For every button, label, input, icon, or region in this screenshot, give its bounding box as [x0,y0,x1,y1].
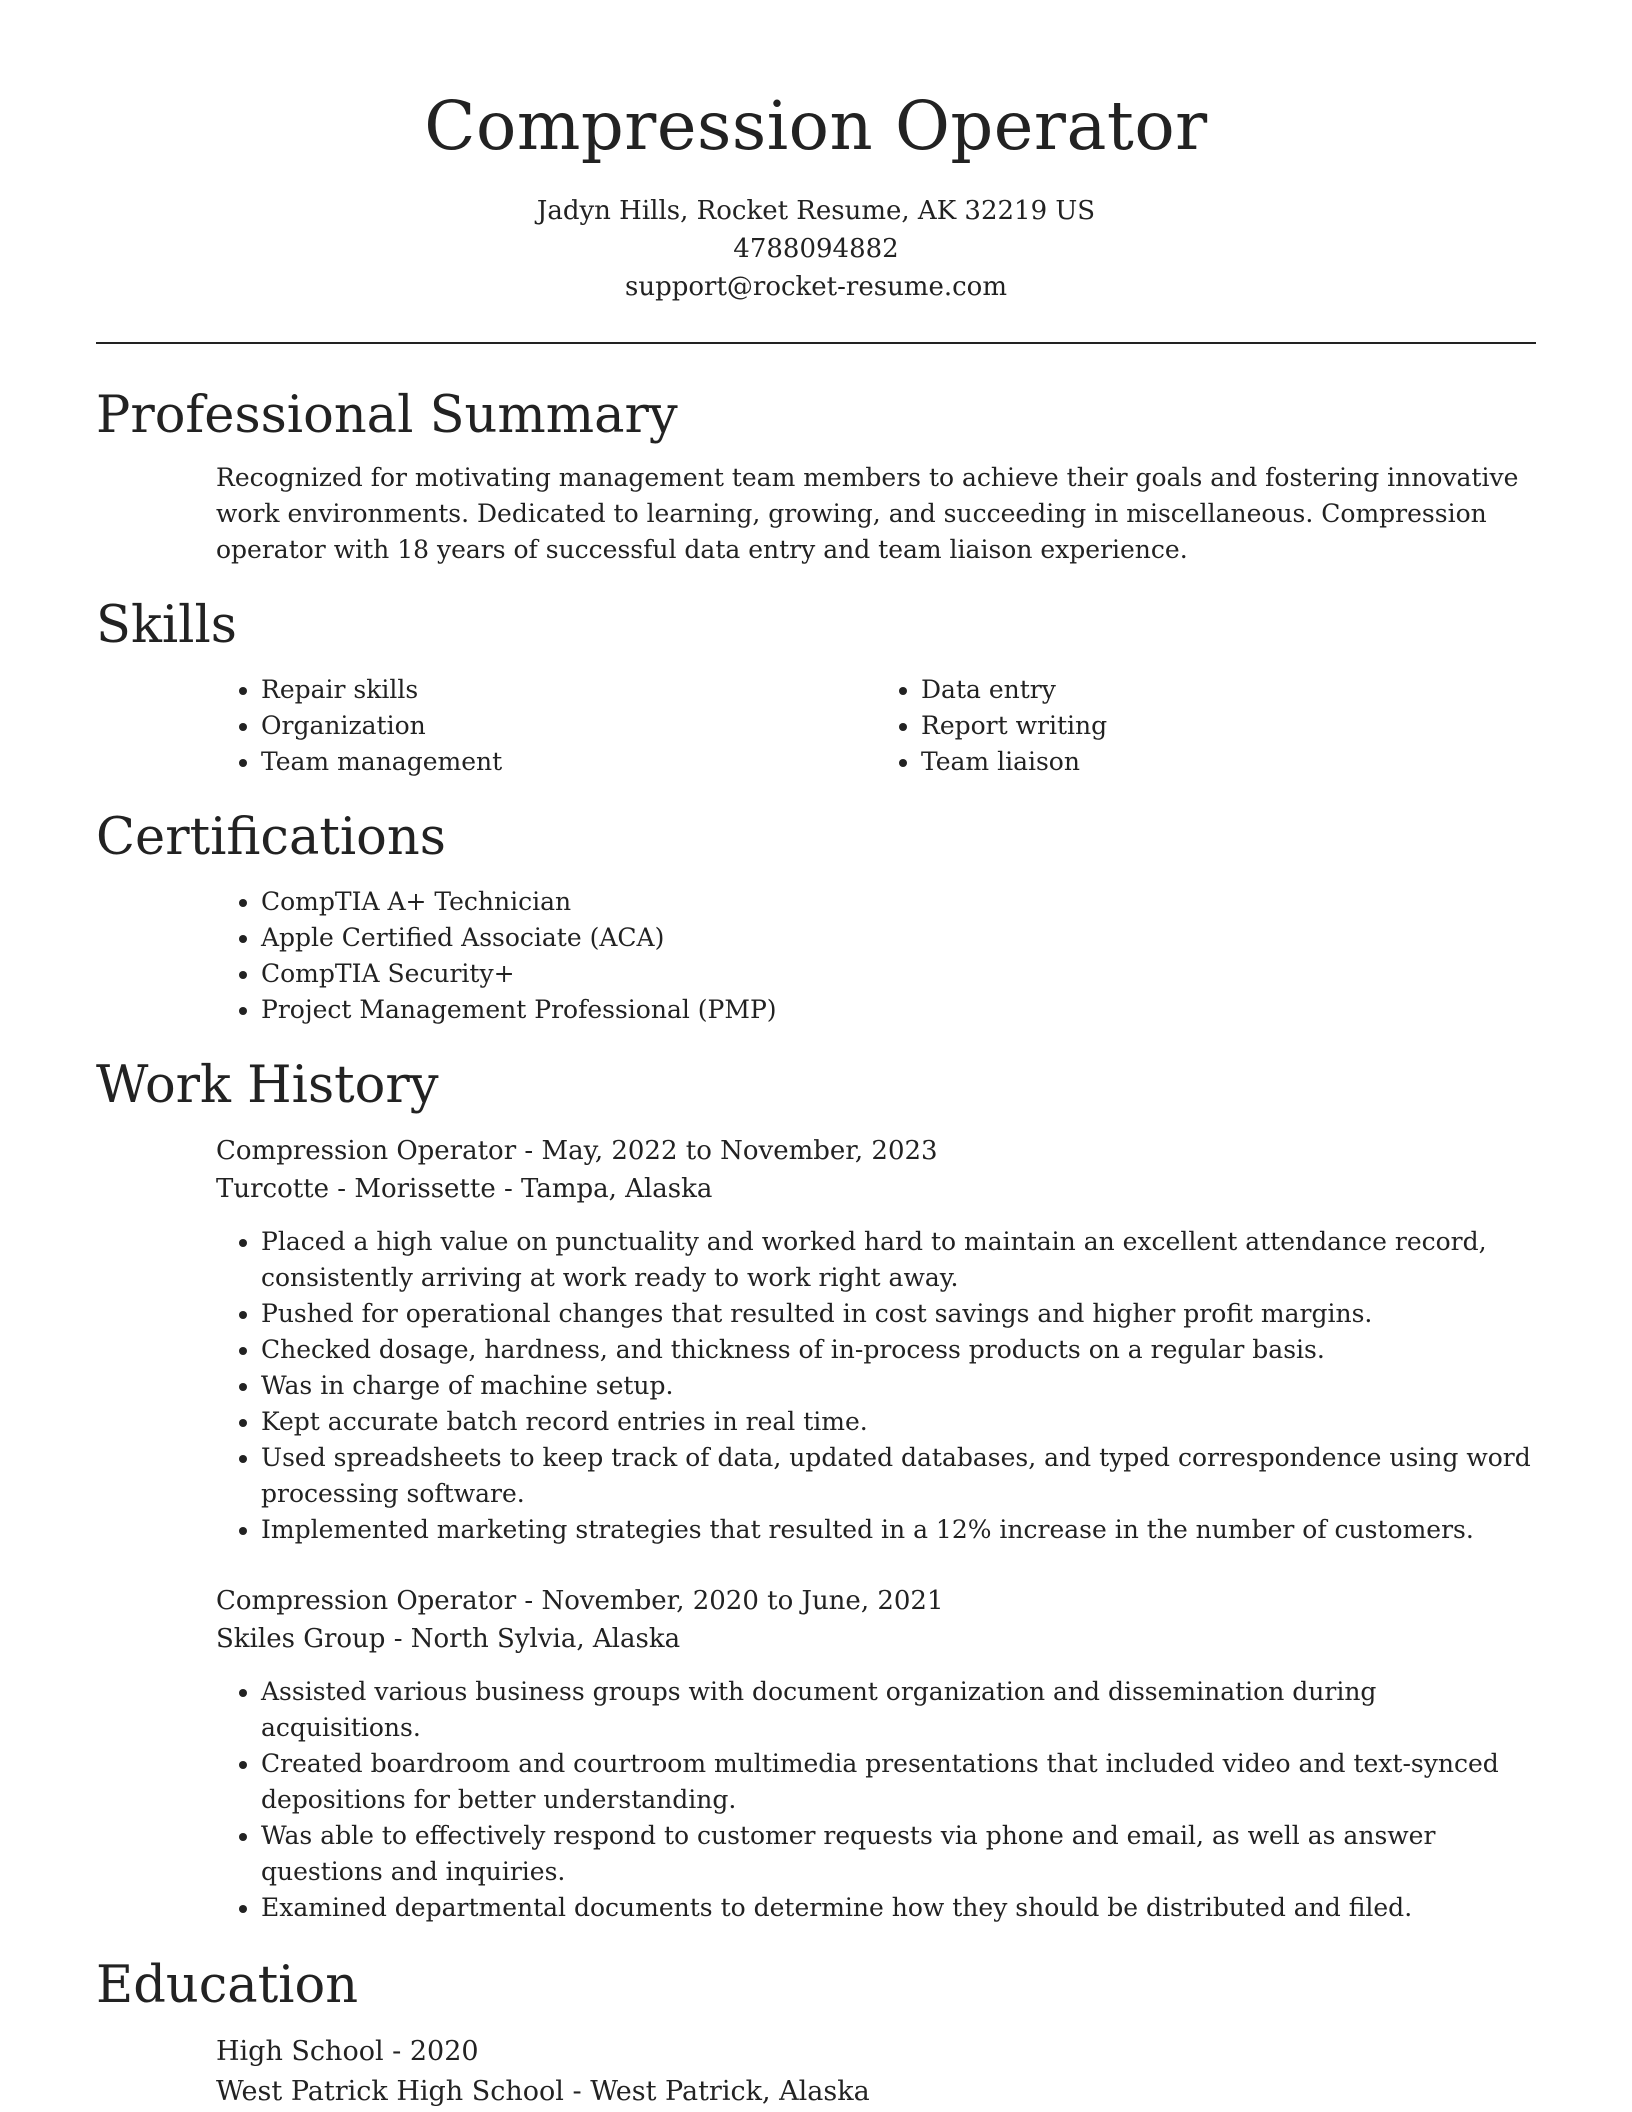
contact-address: Jadyn Hills, Rocket Resume, AK 32219 US [536,196,1096,226]
job-duties-list [216,1674,1536,1926]
list-item: • Team management [261,744,876,780]
list-item: • Data entry [921,672,1536,708]
summary-text: Recognized for motivating management team members to achieve their goals and fostering innovative work environments. Dedicated to learning, growing, and succeeding in miscellaneous. Compression operator with 18 years of successful data entry and team liaison experience. [216,463,1519,564]
summary-heading: Professional Summary [96,386,678,445]
skills-heading: Skills [96,596,237,655]
education-year: - 2020 [383,2036,479,2067]
list-item: • CompTIA Security+ [261,956,1536,992]
job-entry [96,1582,1536,1926]
list-item: • Checked dosage, hardness, and thickness of in-process products on a regular basis. [261,1332,1536,1368]
certifications-list-wrap [96,884,1536,1028]
list-item: • Organization [261,708,876,744]
skills-columns [96,672,1536,780]
work-history-heading: Work History [96,1056,439,1115]
skills-section [96,594,1536,780]
list-item: • Used spreadsheets to keep track of data, updated databases, and typed correspondence using word processing software. [261,1440,1536,1512]
education-school: West Patrick High School [216,2076,564,2107]
job-title: Compression Operator [216,1136,517,1166]
list-item: • Placed a high value on punctuality and worked hard to maintain an excellent attendance record, consistently arriving at work ready to work right away. [261,1224,1536,1296]
contact-phone: 4788094882 [733,234,899,264]
job-company-line [216,1170,1536,1208]
job-company-line [216,1620,1536,1658]
job-duties-list [216,1224,1536,1548]
list-item: • Was able to effectively respond to customer requests via phone and email, as well as answer questions and inquiries. [261,1818,1536,1890]
contact-info [96,192,1536,306]
list-item: • Kept accurate batch record entries in real time. [261,1404,1536,1440]
education-location: - West Patrick, Alaska [563,2076,870,2107]
list-item: • Created boardroom and courtroom multimedia presentations that included video and text-synced depositions for better understanding. [261,1746,1536,1818]
list-item: • Repair skills [261,672,876,708]
list-item: • Report writing [921,708,1536,744]
list-item: • Was in charge of machine setup. [261,1368,1536,1404]
list-item: • Examined departmental documents to determine how they should be distributed and filed. [261,1890,1536,1926]
education-school-line [216,2072,1536,2112]
education-section [96,1954,1536,2112]
job-title-line [216,1132,1536,1170]
certifications-heading: Certifications [96,808,446,867]
summary-section [96,384,1536,568]
education-degree: High School [216,2036,384,2067]
job-location: - Tampa, Alaska [495,1174,713,1204]
resume-header [96,0,1536,306]
list-item: • Team liaison [921,744,1536,780]
education-heading: Education [96,1956,359,2015]
job-company: Skiles Group [216,1624,386,1654]
job-entry [96,1132,1536,1548]
job-title-line [216,1582,1536,1620]
job-dates: - May, 2022 to November, 2023 [516,1136,938,1166]
skills-right-list [876,672,1536,780]
education-entry [96,2032,1536,2112]
education-degree-line [216,2032,1536,2072]
job-dates: - November, 2020 to June, 2021 [516,1586,944,1616]
contact-email: support@rocket-resume.com [624,272,1007,302]
list-item: • Assisted various business groups with document organization and dissemination during acquisitions. [261,1674,1536,1746]
job-title: Compression Operator [216,1586,517,1616]
list-item: • Apple Certified Associate (ACA) [261,920,1536,956]
list-item: • Project Management Professional (PMP) [261,992,1536,1028]
list-item: • Implemented marketing strategies that resulted in a 12% increase in the number of customers. [261,1512,1536,1548]
job-location: - North Sylvia, Alaska [385,1624,681,1654]
resume-name: Compression Operator [424,87,1208,165]
header-divider [96,342,1536,344]
job-company: Turcotte - Morissette [216,1174,496,1204]
list-item: • CompTIA A+ Technician [261,884,1536,920]
list-item: • Pushed for operational changes that resulted in cost savings and higher profit margins. [261,1296,1536,1332]
certifications-list [216,884,1536,1028]
skills-left-list [216,672,876,780]
certifications-section [96,806,1536,1028]
work-history-section [96,1054,1536,1926]
